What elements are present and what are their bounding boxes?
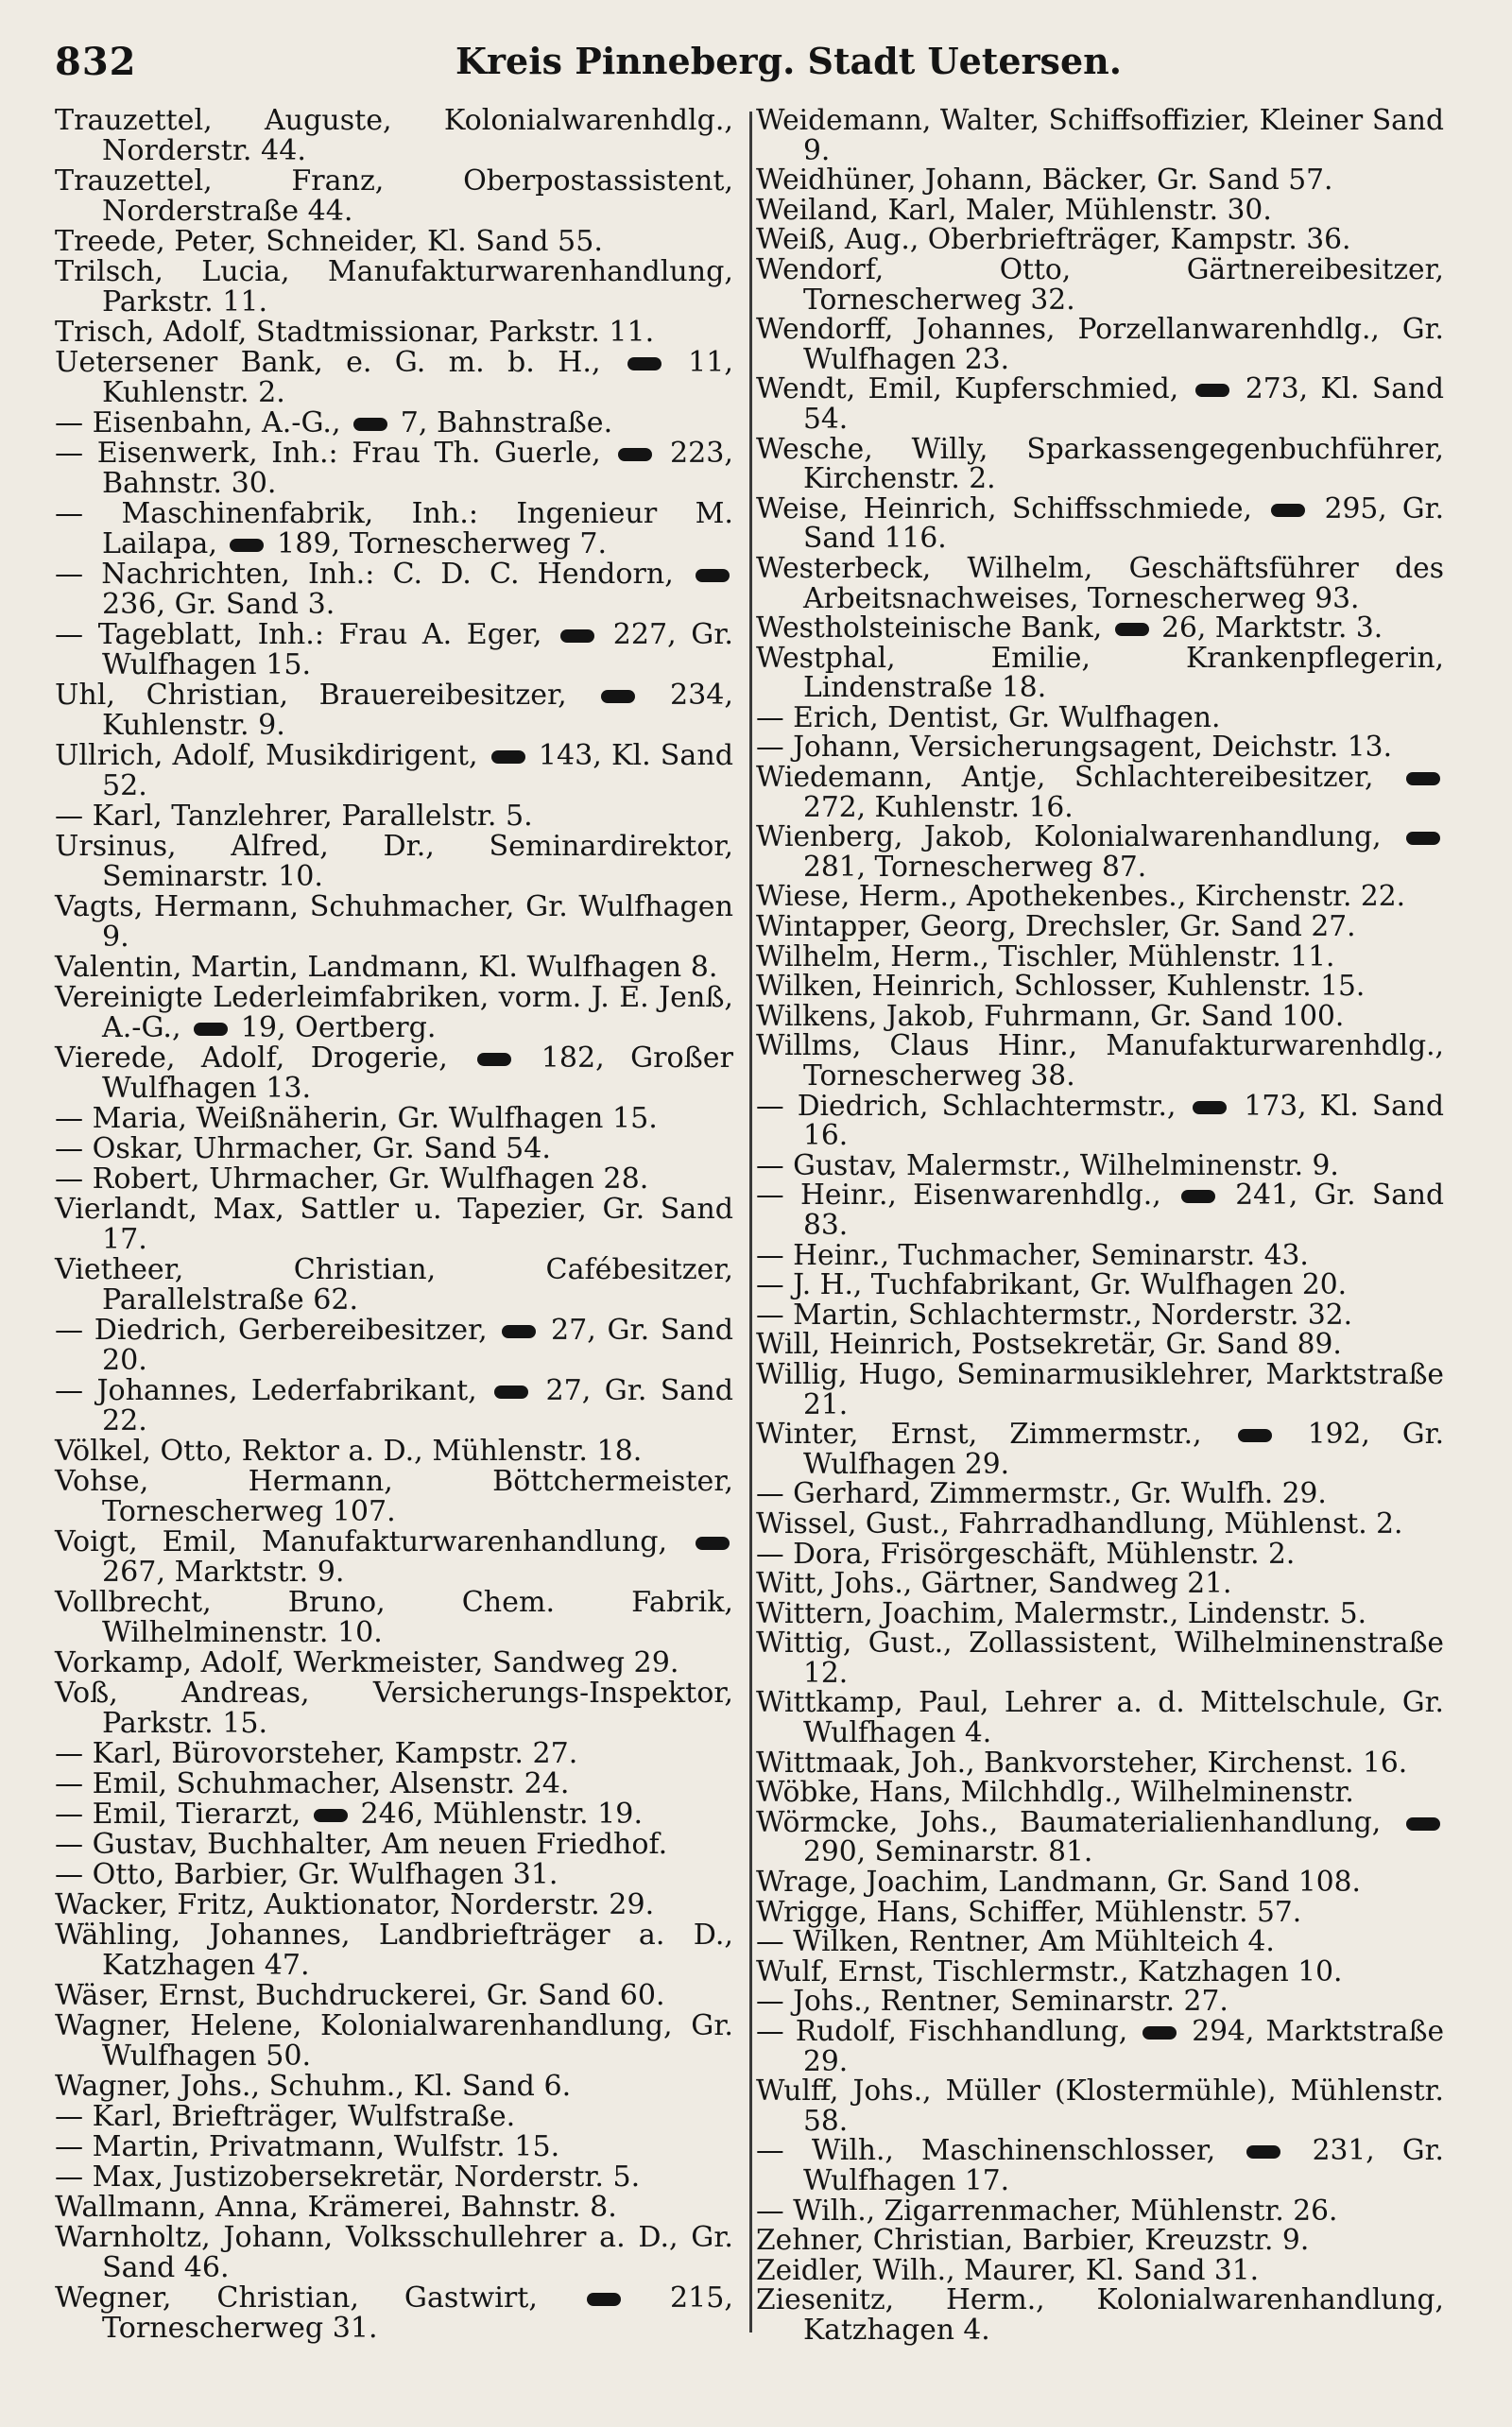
- directory-entry: [756, 1031, 1444, 1091]
- telephone-icon: [1271, 504, 1305, 517]
- entry-text: Wendorf, Otto, Gärtnereibesitzer, Tornescherweg 32.: [756, 252, 1444, 317]
- directory-entry: [55, 1648, 733, 1678]
- entry-text: Wäser, Ernst, Buchdruckerei, Gr. Sand 60.: [55, 1979, 665, 2012]
- entry-text: Wrage, Joachim, Landmann, Gr. Sand 108.: [756, 1866, 1361, 1900]
- directory-entry: [55, 1134, 733, 1164]
- entry-text: — Gustav, Malermstr., Wilhelminenstr. 9.: [756, 1148, 1339, 1182]
- directory-entry: [55, 2162, 733, 2193]
- directory-entry: [756, 641, 1444, 705]
- entry-phone-address: 223, Bahnstr. 30.: [102, 437, 733, 500]
- entry-text: Vierlandt, Max, Sattler u. Tapezier, Gr. Sand 17.: [55, 1193, 733, 1256]
- entry-phone-address: 182, Großer Wulfhagen 13.: [102, 1041, 733, 1105]
- telephone-icon: [1143, 2026, 1177, 2040]
- entry-text: — Max, Justizobersekretär, Norderstr. 5.: [55, 2160, 641, 2194]
- entry-text: — Karl, Bürovorsteher, Kampstr. 27.: [55, 1737, 578, 1770]
- directory-entry: [756, 374, 1444, 434]
- page-title: Kreis Pinneberg. Stadt Uetersen.: [455, 40, 1122, 82]
- telephone-icon: [491, 750, 525, 764]
- entry-text: — Wilh., Zigarrenmacher, Mühlenstr. 26.: [756, 2194, 1338, 2228]
- entry-text: Willig, Hugo, Seminarmusiklehrer, Marktstraße 21.: [756, 1357, 1444, 1421]
- entry-text: Wörmcke, Johs., Baumaterialienhandlung,: [756, 1805, 1382, 1839]
- directory-entry: [756, 882, 1444, 912]
- directory-entry: [55, 1467, 733, 1527]
- directory-entry: [55, 892, 733, 953]
- entry-text: Wöbke, Hans, Milchhdlg., Wilhelminenstr.: [756, 1776, 1354, 1810]
- entry-phone-address: 7, Bahnstraße.: [400, 406, 613, 439]
- entry-phone-address: 272, Kuhlenstr. 16.: [803, 790, 1074, 824]
- directory-entry: [756, 1357, 1444, 1421]
- directory-entry: [756, 1748, 1444, 1779]
- right-column: [756, 106, 1444, 2346]
- telephone-icon: [560, 629, 594, 643]
- telephone-icon: [1406, 772, 1440, 785]
- directory-entry: [55, 1588, 733, 1648]
- directory-entry: [55, 1981, 733, 2011]
- entry-phone-address: 27, Gr. Sand 20.: [102, 1314, 733, 1377]
- directory-entry: [756, 1954, 1444, 1988]
- directory-entry: [756, 822, 1444, 882]
- telephone-icon: [587, 2293, 621, 2306]
- entry-text: — Heinr., Eisenwarenhdlg.,: [756, 1179, 1161, 1213]
- directory-entry: [55, 741, 733, 801]
- directory-entry: [756, 1628, 1444, 1688]
- entry-phone-address: 143, Kl. Sand 52.: [102, 739, 733, 802]
- directory-entry: [55, 1164, 733, 1195]
- telephone-icon: [1238, 1429, 1272, 1442]
- directory-entry: [55, 832, 733, 892]
- entry-text: — Gustav, Buchhalter, Am neuen Friedhof.: [55, 1828, 668, 1861]
- entry-text: Westerbeck, Wilhelm, Geschäftsführer des Arbeitsnachweises, Tornescherweg 93.: [756, 551, 1444, 615]
- entry-text: Wissel, Gust., Fahrradhandlung, Mühlenst. 2.: [756, 1506, 1403, 1541]
- entry-phone-address: 295, Gr. Sand 116.: [803, 491, 1445, 556]
- directory-entry: [756, 912, 1444, 942]
- telephone-icon: [1406, 832, 1440, 845]
- entry-text: — J. H., Tuchfabrikant, Gr. Wulfhagen 20.: [756, 1268, 1348, 1302]
- directory-entry: [55, 2223, 733, 2283]
- directory-entry: [756, 1300, 1444, 1331]
- entry-text: Westholsteinische Bank,: [756, 611, 1103, 645]
- entry-text: Weiland, Karl, Maler, Mühlenstr. 30.: [756, 193, 1272, 227]
- directory-entry: [55, 1769, 733, 1799]
- entry-phone-address: 290, Seminarstr. 81.: [803, 1835, 1093, 1869]
- entry-text: — Eisenwerk, Inh.: Frau Th. Guerle,: [55, 437, 601, 470]
- entry-text: — Otto, Barbier, Gr. Wulfhagen 31.: [55, 1858, 558, 1891]
- directory-entry: [55, 680, 733, 741]
- entry-text: Wittmaak, Joh., Bankvorsteher, Kirchenst. 16.: [756, 1746, 1408, 1780]
- directory-entry: [756, 1238, 1444, 1272]
- entry-text: — Johannes, Lederfabrikant,: [55, 1374, 477, 1407]
- entry-text: — Tageblatt, Inh.: Frau A. Eger,: [55, 618, 542, 651]
- entry-text: Trauzettel, Auguste, Kolonialwarenhdlg., Norderstr. 44.: [55, 104, 733, 167]
- entry-text: — Maria, Weißnäherin, Gr. Wulfhagen 15.: [55, 1102, 658, 1135]
- entry-phone-address: 294, Marktstraße 29.: [803, 2015, 1445, 2078]
- directory-entry: [756, 2196, 1444, 2227]
- entry-text: Wrigge, Hans, Schiffer, Mühlenstr. 57.: [756, 1895, 1302, 1929]
- directory-entry: [756, 1089, 1445, 1153]
- telephone-icon: [502, 1325, 536, 1338]
- directory-entry: [756, 1420, 1444, 1479]
- entry-text: Wähling, Johannes, Landbriefträger a. D., Katzhagen 47.: [55, 1919, 733, 1982]
- entry-text: Wilkens, Jakob, Fuhrmann, Gr. Sand 100.: [756, 999, 1345, 1033]
- entry-text: Wilken, Heinrich, Schlosser, Kuhlenstr. 15.: [756, 970, 1366, 1004]
- telephone-icon: [194, 1023, 228, 1036]
- entry-text: Wilhelm, Herm., Tischler, Mühlenstr. 11.: [756, 939, 1335, 973]
- entry-text: — Oskar, Uhrmacher, Gr. Sand 54.: [55, 1132, 551, 1165]
- directory-entry: [756, 2136, 1444, 2195]
- telephone-icon: [696, 569, 730, 582]
- entry-text: Treede, Peter, Schneider, Kl. Sand 55.: [55, 225, 603, 258]
- entry-text: Wienberg, Jakob, Kolonialwarenhandlung,: [756, 820, 1382, 854]
- entry-text: — Diedrich, Schlachtermstr.,: [756, 1089, 1177, 1123]
- entry-text: Wagner, Helene, Kolonialwarenhandlung, Gr. Wulfhagen 50.: [55, 2009, 733, 2073]
- entry-text: Witt, Johs., Gärtner, Sandweg 21.: [756, 1567, 1232, 1601]
- telephone-icon: [1115, 623, 1149, 636]
- telephone-icon: [477, 1053, 511, 1066]
- entry-text: Weise, Heinrich, Schiffsschmiede,: [756, 491, 1252, 525]
- entry-text: — Johs., Rentner, Seminarstr. 27.: [756, 1985, 1228, 2019]
- directory-entry: [756, 1895, 1444, 1929]
- entry-text: — Robert, Uhrmacher, Gr. Wulfhagen 28.: [55, 1162, 649, 1196]
- directory-entry: [756, 613, 1444, 644]
- directory-entry: [55, 983, 733, 1043]
- entry-text: Weidhüner, Johann, Bäcker, Gr. Sand 57.: [756, 164, 1333, 198]
- entry-text: Wintapper, Georg, Drechsler, Gr. Sand 27.: [756, 910, 1356, 944]
- directory-entry: [55, 499, 733, 559]
- directory-entry: [756, 1868, 1444, 1898]
- directory-entry: [756, 491, 1445, 556]
- directory-entry: [756, 1330, 1444, 1360]
- entry-text: Vorkamp, Adolf, Werkmeister, Sandweg 29.: [55, 1646, 679, 1679]
- entry-text: Wesche, Willy, Sparkassengegenbuchführer, Kirchenstr. 2.: [756, 432, 1444, 496]
- directory-entry: [55, 1860, 733, 1890]
- entry-phone-address: 11, Kuhlenstr. 2.: [102, 346, 733, 409]
- directory-entry: [55, 559, 733, 620]
- directory-entry: [55, 1437, 733, 1467]
- directory-entry: [55, 1739, 733, 1769]
- directory-entry: [756, 315, 1444, 374]
- entry-text: — Heinr., Tuchmacher, Seminarstr. 43.: [756, 1238, 1309, 1272]
- entry-text: Wacker, Fritz, Auktionator, Norderstr. 29.: [55, 1888, 655, 1921]
- directory-entry: [55, 953, 733, 983]
- entry-phone-address: 27, Gr. Sand 22.: [102, 1374, 733, 1437]
- entry-text: Trisch, Adolf, Stadtmissionar, Parkstr. 11.: [55, 316, 655, 349]
- entry-phone-address: 273, Kl. Sand 54.: [803, 372, 1445, 436]
- entry-text: Wiese, Herm., Apothekenbes., Kirchenstr. 22.: [756, 880, 1406, 914]
- entry-text: Voigt, Emil, Manufakturwarenhandlung,: [55, 1525, 668, 1558]
- directory-entry: [55, 801, 733, 832]
- entry-text: Valentin, Martin, Landmann, Kl. Wulfhagen 8.: [55, 951, 718, 984]
- entry-text: Trilsch, Lucia, Manufakturwarenhandlung, Parkstr. 11.: [55, 255, 733, 318]
- entry-text: Wittig, Gust., Zollassistent, Wilhelminenstraße 12.: [756, 1627, 1444, 1690]
- directory-entry: [756, 432, 1444, 496]
- directory-entry: [756, 2076, 1444, 2136]
- entry-phone-address: 19, Oertberg.: [240, 1011, 437, 1044]
- entry-text: Warnholtz, Johann, Volksschullehrer a. D., Gr. Sand 46.: [55, 2221, 733, 2284]
- directory-entry: [756, 1778, 1444, 1808]
- directory-entry: [756, 1506, 1444, 1541]
- telephone-icon: [1406, 1817, 1440, 1831]
- directory-entry: [756, 1479, 1444, 1509]
- directory-entry: [756, 939, 1444, 973]
- directory-entry: [55, 1255, 733, 1316]
- entry-text: — Wilken, Rentner, Am Mühlteich 4.: [756, 1925, 1275, 1959]
- directory-entry: [55, 257, 733, 318]
- directory-entry: [756, 106, 1444, 165]
- telephone-icon: [618, 448, 652, 461]
- directory-entry: [756, 763, 1444, 822]
- entry-text: Völkel, Otto, Rektor a. D., Mühlenstr. 18.: [55, 1435, 643, 1468]
- directory-entry: [55, 106, 733, 166]
- entry-phone-address: 234, Kuhlenstr. 9.: [102, 679, 733, 742]
- entry-phone-address: 26, Marktstr. 3.: [1161, 611, 1383, 645]
- entry-text: Wiedemann, Antje, Schlachtereibesitzer,: [756, 761, 1374, 795]
- entry-text: Winter, Ernst, Zimmermstr.,: [756, 1418, 1202, 1452]
- page-header: [49, 36, 1122, 93]
- entry-text: — Wilh., Maschinenschlosser,: [756, 2134, 1216, 2168]
- telephone-icon: [696, 1537, 730, 1550]
- entry-text: Vierede, Adolf, Drogerie,: [55, 1041, 448, 1075]
- entry-text: — Karl, Tanzlehrer, Parallelstr. 5.: [55, 800, 533, 833]
- entry-text: Zehner, Christian, Barbier, Kreuzstr. 9.: [756, 2224, 1310, 2258]
- directory-entry: [756, 1270, 1444, 1300]
- entry-text: Voß, Andreas, Versicherungs-Inspektor, Parkstr. 15.: [55, 1677, 733, 1740]
- telephone-icon: [494, 1386, 528, 1399]
- entry-text: — Martin, Privatmann, Wulfstr. 15.: [55, 2130, 560, 2163]
- entry-text: Wendt, Emil, Kupferschmied,: [756, 372, 1179, 406]
- telephone-icon: [314, 1809, 348, 1822]
- directory-entry: [55, 1799, 733, 1830]
- directory-entry: [756, 1927, 1444, 1957]
- directory-entry: [756, 225, 1444, 255]
- entry-text: Vagts, Hermann, Schuhmacher, Gr. Wulfhagen 9.: [55, 890, 733, 954]
- entry-text: Uhl, Christian, Brauereibesitzer,: [55, 679, 567, 712]
- directory-entry: [756, 2253, 1444, 2287]
- entry-phone-address: 231, Gr. Wulfhagen 17.: [803, 2134, 1444, 2197]
- entry-text: — Gerhard, Zimmermstr., Gr. Wulfh. 29.: [756, 1477, 1327, 1511]
- directory-entry: [55, 2283, 733, 2344]
- directory-entry: [756, 1148, 1444, 1182]
- entry-text: Wegner, Christian, Gastwirt,: [55, 2281, 538, 2315]
- directory-entry: [55, 1316, 733, 1376]
- directory-entry: [55, 1527, 733, 1588]
- entry-text: Vietheer, Christian, Cafébesitzer, Parallelstraße 62.: [55, 1253, 733, 1317]
- page-number: 832: [55, 40, 137, 84]
- entry-text: Will, Heinrich, Postsekretär, Gr. Sand 89.: [756, 1328, 1342, 1362]
- entry-text: Wittkamp, Paul, Lehrer a. d. Mittelschule, Gr. Wulfhagen 4.: [756, 1686, 1444, 1750]
- directory-entry: [55, 2072, 733, 2102]
- entry-text: Ziesenitz, Herm., Kolonialwarenhandlung, Katzhagen 4.: [756, 2283, 1444, 2347]
- column-divider: [749, 112, 752, 2332]
- directory-entry: [756, 732, 1444, 763]
- entry-text: — Erich, Dentist, Gr. Wulfhagen.: [756, 700, 1221, 734]
- directory-entry: [756, 193, 1444, 227]
- directory-entry: [756, 1537, 1444, 1571]
- directory-entry: [756, 1180, 1444, 1240]
- entry-text: Ursinus, Alfred, Dr., Seminardirektor, Seminarstr. 10.: [55, 830, 733, 893]
- entry-phone-address: 267, Marktstr. 9.: [102, 1556, 345, 1589]
- directory-entry: [756, 1569, 1444, 1599]
- telephone-icon: [627, 357, 662, 370]
- directory-entry: [756, 1686, 1444, 1750]
- telephone-icon: [230, 539, 264, 552]
- directory-entry: [756, 1596, 1444, 1630]
- entry-text: Trauzettel, Franz, Oberpostassistent, Norderstraße 44.: [55, 164, 733, 228]
- entry-phone-address: 192, Gr. Wulfhagen 29.: [803, 1418, 1445, 1481]
- entry-phone-address: 281, Tornescherweg 87.: [803, 850, 1147, 884]
- directory-entry: [55, 2011, 733, 2072]
- entry-phone-address: 215, Tornescherweg 31.: [102, 2281, 733, 2345]
- left-column: [55, 106, 733, 2344]
- entry-text: Wittern, Joachim, Malermstr., Lindenstr. 5.: [756, 1596, 1367, 1630]
- entry-text: — Eisenbahn, A.-G.,: [55, 406, 341, 439]
- directory-entry: [55, 2132, 733, 2162]
- directory-entry: [55, 166, 733, 227]
- entry-phone-address: 173, Kl. Sand 16.: [803, 1089, 1445, 1153]
- directory-entry: [756, 1805, 1444, 1869]
- directory-entry: [55, 1678, 733, 1739]
- entry-text: Westphal, Emilie, Krankenpflegerin, Lindenstraße 18.: [756, 641, 1444, 705]
- entry-text: Wulf, Ernst, Tischlermstr., Katzhagen 10.: [756, 1954, 1343, 1988]
- entry-phone-address: 236, Gr. Sand 3.: [102, 588, 335, 621]
- directory-entry: [55, 1890, 733, 1920]
- telephone-icon: [353, 418, 387, 431]
- directory-entry: [55, 1920, 733, 1981]
- directory-entry: [55, 1376, 733, 1437]
- entry-text: — Dora, Frisörgeschäft, Mühlenstr. 2.: [756, 1537, 1296, 1571]
- entry-text: — Emil, Schuhmacher, Alsenstr. 24.: [55, 1767, 570, 1800]
- directory-entry: [55, 2193, 733, 2223]
- directory-entry: [55, 348, 733, 408]
- entry-text: Zeidler, Wilh., Maurer, Kl. Sand 31.: [756, 2253, 1260, 2287]
- directory-entry: [756, 2285, 1444, 2345]
- entry-text: Weidemann, Walter, Schiffsoffizier, Kleiner Sand 9.: [756, 104, 1444, 167]
- directory-entry: [55, 1043, 733, 1104]
- telephone-icon: [1246, 2145, 1280, 2159]
- telephone-icon: [601, 690, 635, 703]
- directory-entry: [756, 999, 1444, 1033]
- entry-text: — Karl, Briefträger, Wulfstraße.: [55, 2100, 516, 2133]
- entry-text: Ullrich, Adolf, Musikdirigent,: [55, 739, 478, 772]
- entry-text: Vereinigte Lederleimfabriken, vorm. J. E. Jenß, A.-G.,: [55, 981, 733, 1044]
- entry-phone-address: 246, Mühlenstr. 19.: [360, 1798, 644, 1831]
- directory-entry: [756, 551, 1444, 615]
- directory-entry: [756, 2017, 1444, 2076]
- entry-text: — Rudolf, Fischhandlung,: [756, 2015, 1128, 2048]
- directory-entry: [756, 165, 1444, 196]
- directory-entry: [55, 2102, 733, 2132]
- entry-phone-address: 189, Tornescherweg 7.: [277, 527, 608, 560]
- telephone-icon: [1195, 384, 1229, 397]
- entry-text: Wagner, Johs., Schuhm., Kl. Sand 6.: [55, 2070, 572, 2103]
- directory-entry: [756, 252, 1444, 317]
- telephone-icon: [1193, 1101, 1227, 1114]
- entry-text: Vollbrecht, Bruno, Chem. Fabrik, Wilhelminenstr. 10.: [55, 1586, 733, 1649]
- entry-text: — Johann, Versicherungsagent, Deichstr. 13.: [756, 731, 1393, 765]
- telephone-icon: [1181, 1190, 1215, 1203]
- directory-entry: [55, 227, 733, 257]
- entry-text: Wulff, Johs., Müller (Klostermühle), Mühlenstr. 58.: [756, 2074, 1444, 2138]
- directory-entry: [55, 1104, 733, 1134]
- directory-entry: [55, 439, 733, 499]
- entry-phone-address: 227, Gr. Wulfhagen 15.: [102, 618, 733, 681]
- directory-entry: [756, 700, 1444, 734]
- directory-entry: [55, 318, 733, 348]
- entry-text: — Emil, Tierarzt,: [55, 1798, 301, 1831]
- entry-text: — Nachrichten, Inh.: C. D. C. Hendorn,: [55, 558, 674, 591]
- entry-text: Vohse, Hermann, Böttchermeister, Tornescherweg 107.: [55, 1465, 733, 1528]
- directory-entry: [55, 1195, 733, 1255]
- entry-text: — Maschinenfabrik, Inh.: Ingenieur M. Lailapa,: [55, 497, 733, 560]
- entry-text: Willms, Claus Hinr., Manufakturwarenhdlg., Tornescherweg 38.: [756, 1029, 1444, 1093]
- entry-text: — Martin, Schlachtermstr., Norderstr. 32.: [756, 1298, 1353, 1332]
- entry-text: — Diedrich, Gerbereibesitzer,: [55, 1314, 488, 1347]
- entry-text: Wallmann, Anna, Krämerei, Bahnstr. 8.: [55, 2191, 617, 2224]
- directory-entry: [756, 2226, 1444, 2256]
- entry-text: Wendorff, Johannes, Porzellanwarenhdlg., Gr. Wulfhagen 23.: [756, 313, 1444, 376]
- entry-phone-address: 241, Gr. Sand 83.: [803, 1179, 1445, 1242]
- directory-entry: [756, 972, 1444, 1002]
- directory-entry: [55, 1830, 733, 1860]
- directory-entry: [55, 620, 733, 680]
- directory-entry: [756, 1987, 1444, 2017]
- entry-text: Uetersener Bank, e. G. m. b. H.,: [55, 346, 601, 379]
- directory-entry: [55, 408, 733, 439]
- entry-text: Weiß, Aug., Oberbriefträger, Kampstr. 36.: [756, 223, 1351, 257]
